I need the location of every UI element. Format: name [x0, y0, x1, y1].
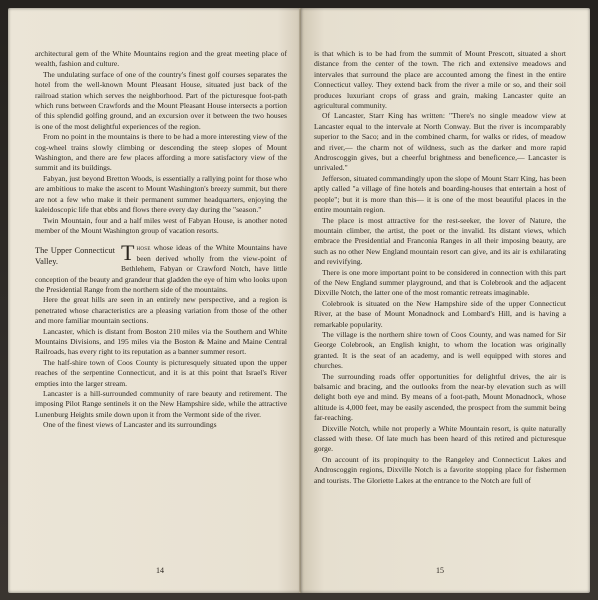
paragraph: The place is most attractive for the rest-seeker, the lover of Nature, the mountain climber, the artist, the poet or the invalid. Its distant views, which embrace the Presidential and Franconia Ranges in all their imposing beauty, are such as no other New England mountain resort can give, and its air is exhilarating and revivifying.	[314, 215, 566, 267]
paragraph: The surrounding roads offer opportunities for delightful drives, the air is balsamic and bracing, and the outlooks from the near-by elevation such as will delight both eye and mind. By means of a foot-path, Mount Monadnock, whose altitude is 4,000 feet, may be easily ascended, the prospect from the summit being far-reaching.	[314, 371, 566, 423]
paragraph: The undulating surface of one of the country's finest golf courses separates the hotel from the well-known Mount Pleasant House, situated just back of the railroad station which serves the neighborhood. Part of the picturesque foot-path which runs between Crawfords and the Mount Pleasant House intersects a portion of this splendid golfing ground, and an excursion over it between the two houses is one of the most delightful experiences of the region.	[35, 69, 287, 131]
paragraph: is that which is to be had from the summit of Mount Prescott, situated a short distance from the center of the town. The rich and extensive meadows and intervales that surround the place are accounted among the finest in the entire Connecticut valley. They extend back from the river a mile or so, and their soil produces luxuriant crops of grass and grain, making Lancaster quite an agricultural community.	[314, 49, 566, 111]
paragraph: Of Lancaster, Starr King has written: "There's no single meadow view at Lancaster equal to the intervale at North Conway. But the river is incomparably superior to the Saco; and in the combined charm, for walks or rides, of meadow and river,— the charm not of wildness, such as the darker and more rapid Androscoggin gives, but a cheerful brightness and beneficence,— Lancaster is unrivaled."	[314, 111, 566, 173]
paragraph: Twin Mountain, four and a half miles west of Fabyan House, is another noted member of the Mount Washington group of vacation resorts.	[35, 215, 287, 235]
left-page-text	[35, 49, 287, 431]
paragraph: There is one more important point to be considered in connection with this part of the New England summer playground, and that is Colebrook and the adjacent Dixville Notch, the latter one of the most romantic retreats imaginable.	[314, 267, 566, 298]
paragraph: One of the finest views of Lancaster and its surroundings	[43, 420, 217, 430]
paragraph: Fabyan, just beyond Bretton Woods, is essentially a rallying point for those who are ambitious to make the ascent to Mount Washington's breezy summit, but there are not a few who make it their permanent summer headquarters, enjoying the kaleidoscopic life that ebbs and flows there every day during the "season."	[35, 173, 287, 215]
paragraph: architectural gem of the White Mountains region and the great meeting place of wealth, fashion and culture.	[35, 49, 287, 69]
small-caps-lead: hose	[136, 243, 151, 253]
section-intro-paragraph	[35, 240, 287, 295]
page-number: 14	[156, 566, 164, 575]
section-first-paragraph: whose ideas of the White Mountains have been derived wholly from the view-point of Bethlehem, Fabyan or Crawford Notch, have little conception of the beauty and grandeur that gladden the eye of him who looks upon the Presidential Range from the northern side of the mountains.	[35, 243, 287, 294]
paragraph: The village is the northern shire town of Coos County, and was named for Sir George Colebrook, an English knight, to whom the location was originally granted. It is the seat of an academy, and is well equipped with stores and churches.	[314, 329, 566, 371]
paragraph: Jefferson, situated commandingly upon the slope of Mount Starr King, has been aptly called "a village of fine hotels and boarding-houses that entertain a host of people"; but it is more than this— it is one of the most beautiful places in the entire mountain region.	[314, 173, 566, 215]
drop-cap: T	[121, 240, 135, 266]
paragraph: Colebrook is situated on the New Hampshire side of the upper Connecticut River, at the base of Mount Monadnock and Lombard's Hill, and is having a remarkable popularity.	[314, 298, 566, 329]
paragraph: On account of its propinquity to the Rangeley and Connecticut Lakes and Androscoggin regions, Dixville Notch is a favorite stopping place for fishermen and tourists. The Gloriette Lakes at the entrance to the Notch are full of	[314, 454, 566, 485]
left-page	[8, 8, 301, 593]
page-number: 15	[436, 566, 444, 575]
paragraph: From no point in the mountains is there to be had a more interesting view of the cog-wheel trains slowly climbing or descending the steep slopes of Mount Washington, and there are few places affording a more satisfactory view of the summit and its buildings.	[35, 132, 287, 173]
paragraph: Lancaster is a hill-surrounded community of rare beauty and retirement. The imposing Pilot Range sentinels it on the New Hampshire side, while the attractive Lunenburg Heights smile down upon it from the Vermont side of the river.	[35, 389, 287, 419]
right-page	[301, 8, 590, 593]
right-page-text	[314, 49, 566, 486]
paragraph: Here the great hills are seen in an entirely new perspective, and a region is penetrated whose characteristics are a pleasing variation from those of the other and more familiar mountain sections.	[35, 295, 287, 326]
paragraph: Lancaster, which is distant from Boston 210 miles via the Southern and White Mountains Divisions, and 195 miles via the Boston & Maine and Maine Central Railroads, has every right to its reputation as a banner summer resort.	[35, 326, 287, 357]
paragraph: Dixville Notch, while not properly a White Mountain resort, is quite naturally classed with these. Of late much has been heard of this retired and picturesque gorge.	[314, 423, 566, 454]
paragraph: The half-shire town of Coos County is picturesquely situated upon the upper reaches of the serpentine Connecticut, and it is at this point that Israel's River empties into the larger stream.	[35, 357, 287, 388]
section-heading: The Upper Connecticut Valley.	[35, 246, 115, 267]
